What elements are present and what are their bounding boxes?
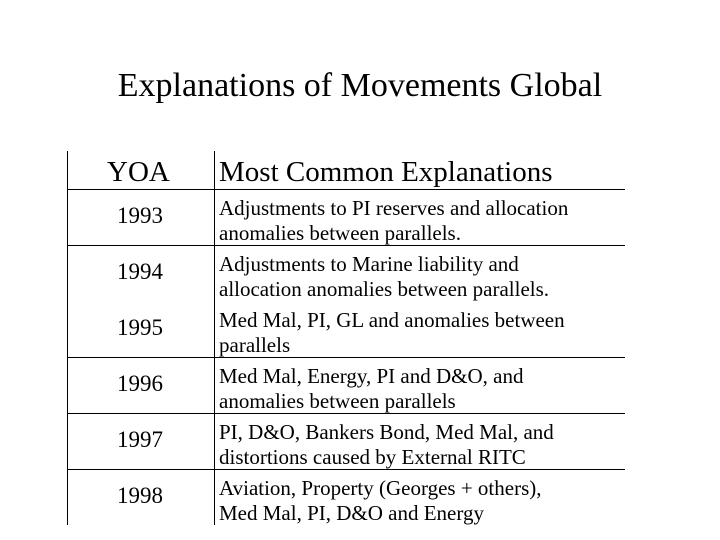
row-year: 1998 <box>117 483 163 508</box>
row-divider <box>67 357 625 358</box>
row-explanation-line1: Adjustments to PI reserves and allocation <box>219 196 569 220</box>
row-explanation-line2: parallels <box>219 333 291 357</box>
row-year: 1997 <box>117 427 163 452</box>
row-explanation-line1: Aviation, Property (Georges + others), <box>219 476 542 500</box>
row-year: 1996 <box>117 371 163 396</box>
row-explanation-line1: Adjustments to Marine liability and <box>219 252 519 276</box>
row-explanation-line1: PI, D&O, Bankers Bond, Med Mal, and <box>219 420 554 444</box>
row-explanation-line2: allocation anomalies between parallels. <box>219 277 550 301</box>
row-year: 1994 <box>117 259 163 284</box>
row-year: 1995 <box>117 315 163 340</box>
header-explanations: Most Common Explanations <box>219 156 553 188</box>
row-explanation-line2: Med Mal, PI, D&O and Energy <box>219 501 484 525</box>
slide-title: Explanations of Movements Global <box>117 67 603 104</box>
row-explanation-line2: anomalies between parallels <box>219 389 456 413</box>
explanations-table <box>67 151 625 525</box>
row-divider <box>67 245 625 246</box>
row-divider <box>67 469 625 470</box>
header-divider <box>67 189 625 190</box>
header-yoa: YOA <box>107 156 170 188</box>
row-explanation-line1: Med Mal, Energy, PI and D&O, and <box>219 364 524 388</box>
row-divider <box>67 413 625 414</box>
row-explanation-line2: distortions caused by External RITC <box>219 445 526 469</box>
row-explanation-line2: anomalies between parallels. <box>219 221 461 245</box>
row-year: 1993 <box>117 203 163 228</box>
row-explanation-line1: Med Mal, PI, GL and anomalies between <box>219 308 565 332</box>
